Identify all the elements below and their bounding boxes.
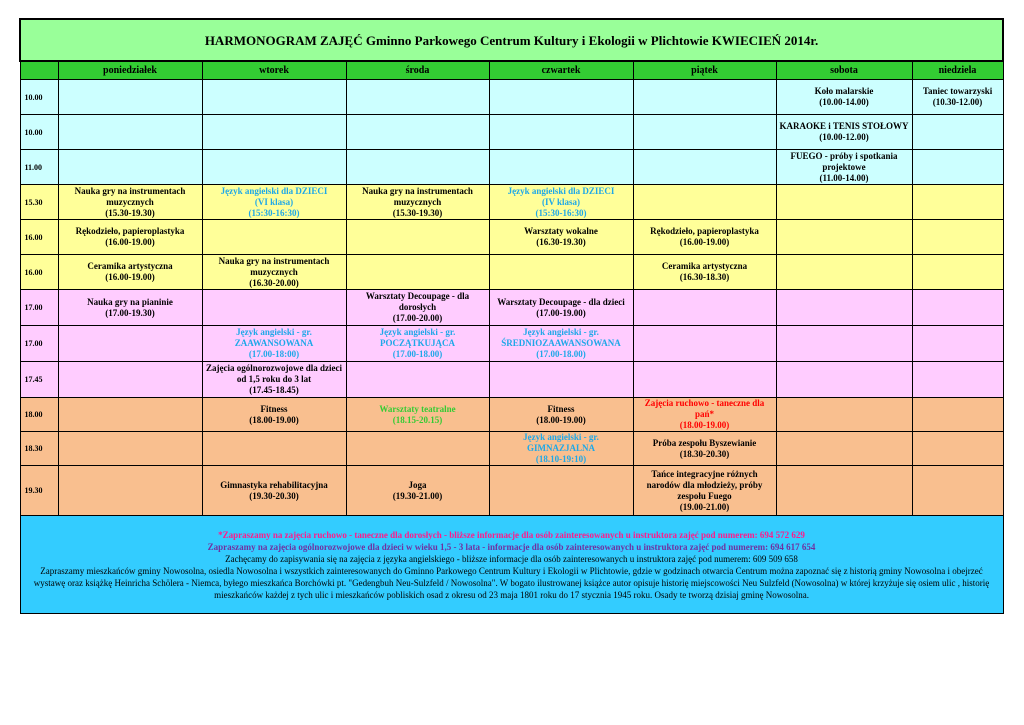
table-row	[20, 362, 1003, 398]
activity-cell: Rękodzieło, papieroplastyka (16.00-19.00)	[633, 220, 776, 255]
cell	[912, 150, 1003, 185]
activity-cell: Język angielski - gr. GIMNAZJALNA (18.10-19:10)	[489, 432, 633, 466]
activity-cell: Koło malarskie (10.00-14.00)	[776, 80, 912, 115]
activity-cell: Nauka gry na instrumentach muzycznych (16.30-20.00)	[202, 255, 346, 290]
time-cell: 17.00	[20, 290, 58, 326]
activity-cell: Ceramika artystyczna (16.00-19.00)	[58, 255, 202, 290]
cell	[346, 362, 489, 398]
cell	[633, 290, 776, 326]
table-row	[20, 290, 1003, 326]
day-sunday: niedziela	[912, 61, 1003, 80]
time-cell: 19.30	[20, 466, 58, 516]
cell	[489, 466, 633, 516]
table-row	[20, 150, 1003, 185]
time-cell: 18.30	[20, 432, 58, 466]
cell	[776, 362, 912, 398]
cell	[633, 115, 776, 150]
cell	[489, 80, 633, 115]
cell	[58, 362, 202, 398]
cell	[633, 150, 776, 185]
cell	[202, 150, 346, 185]
activity-cell: Tańce integracyjne różnych narodów dla młodzieży, próby zespołu Fuego (19.00-21.00)	[633, 466, 776, 516]
table-row	[20, 326, 1003, 362]
schedule-table	[19, 18, 1004, 614]
table-row	[20, 398, 1003, 432]
day-tuesday: wtorek	[202, 61, 346, 80]
table-row	[20, 185, 1003, 220]
activity-cell: KARAOKE i TENIS STOŁOWY (10.00-12.00)	[776, 115, 912, 150]
activity-cell: Zajęcia ogólnorozwojowe dla dzieci od 1,5 roku do 3 lat (17.45-18.45)	[202, 362, 346, 398]
activity-cell: Gimnastyka rehabilitacyjna (19.30-20.30)	[202, 466, 346, 516]
activity-cell: Warsztaty Decoupage - dla dzieci (17.00-19.00)	[489, 290, 633, 326]
time-cell: 10.00	[20, 115, 58, 150]
activity-cell: Język angielski - gr. POCZĄTKUJĄCA (17.00-18.00)	[346, 326, 489, 362]
day-saturday: sobota	[776, 61, 912, 80]
day-thursday: czwartek	[489, 61, 633, 80]
time-cell: 17.45	[20, 362, 58, 398]
cell	[58, 80, 202, 115]
activity-cell: Język angielski - gr. ŚREDNIOZAAWANSOWANA (17.00-18.00)	[489, 326, 633, 362]
cell	[776, 185, 912, 220]
cell	[346, 80, 489, 115]
time-cell: 16.00	[20, 220, 58, 255]
time-header	[20, 61, 58, 80]
cell	[912, 326, 1003, 362]
footer-line-dance-info: *Zapraszamy na zajęcia ruchowo - taneczne dla dorosłych - bliższe informacje dla osób zainteresowanych u instruktora zajęć pod numerem: 694 572 629	[218, 529, 805, 540]
cell	[912, 185, 1003, 220]
activity-cell: Warsztaty teatralne (18.15-20.15)	[346, 398, 489, 432]
cell	[346, 115, 489, 150]
footer-line-history-info: Zapraszamy mieszkańców gminy Nowosolna, osiedla Nowosolna i wszystkich zainteresowanych do Gminno Parkowego Centrum Kultury i Ekologii w Plichtowie, gdzie w godzinach otwarcia Centrum można zapoznać się z historią gminy Nowosolna i obejrzeć wystawę oraz książkę Heinricha Schölera - Niemca, byłego mieszkańca Borchówki pt. "Gedengbuh Neu-Sulzfeld / Nowosolna". W bogato ilustrowanej książce autor opisuje historię miejscowości Neu Sulzfeld (Nowosolna) w której krzyżuje się osiem ulic , historię mieszkańców każdej z tych ulic i mieszkańców pobliskich osad z okresu od 23 maja 1801 roku do 17 stycznia 1945 roku. Osady te tworzą dzisiaj gminę Nowosolna.	[33, 565, 990, 600]
cell	[346, 432, 489, 466]
cell	[489, 362, 633, 398]
activity-cell: Nauka gry na pianinie (17.00-19.30)	[58, 290, 202, 326]
cell	[346, 150, 489, 185]
day-monday: poniedziałek	[58, 61, 202, 80]
cell	[912, 432, 1003, 466]
cell	[776, 290, 912, 326]
activity-cell: Język angielski dla DZIECI (IV klasa) (15:30-16:30)	[489, 185, 633, 220]
table-row	[20, 432, 1003, 466]
cell	[489, 255, 633, 290]
cell	[58, 326, 202, 362]
cell	[776, 432, 912, 466]
footer-line-english-info: Zachęcamy do zapisywania się na zajęcia z języka angielskiego - bliższe informacje dla osób zainteresowanych u instruktora zajęć pod numerem: 609 509 658	[225, 553, 798, 564]
cell	[633, 326, 776, 362]
page-title: HARMONOGRAM ZAJĘĆ Gminno Parkowego Centrum Kultury i Ekologii w Plichtowie KWIECIEŃ 2014r.	[20, 19, 1003, 61]
cell	[912, 115, 1003, 150]
cell	[58, 398, 202, 432]
cell	[776, 466, 912, 516]
table-row	[20, 80, 1003, 115]
cell	[776, 398, 912, 432]
cell	[912, 290, 1003, 326]
activity-cell: Fitness (18.00-19.00)	[489, 398, 633, 432]
activity-cell: Warsztaty Decoupage - dla dorosłych (17.00-20.00)	[346, 290, 489, 326]
cell	[202, 115, 346, 150]
activity-cell: Nauka gry na instrumentach muzycznych (15.30-19.30)	[58, 185, 202, 220]
cell	[776, 220, 912, 255]
cell	[58, 150, 202, 185]
cell	[58, 115, 202, 150]
activity-cell: Język angielski dla DZIECI (VI klasa) (15:30-16:30)	[202, 185, 346, 220]
cell	[202, 432, 346, 466]
cell	[202, 290, 346, 326]
cell	[489, 115, 633, 150]
cell	[776, 326, 912, 362]
cell	[202, 80, 346, 115]
cell	[912, 255, 1003, 290]
cell	[58, 432, 202, 466]
activity-cell: Rękodzieło, papieroplastyka (16.00-19.00)	[58, 220, 202, 255]
table-row	[20, 115, 1003, 150]
activity-cell: Próba zespołu Byszewianie (18.30-20.30)	[633, 432, 776, 466]
cell	[633, 80, 776, 115]
footer-line-kids-info: Zapraszamy na zajęcia ogólnorozwojowe dla dzieci w wieku 1,5 - 3 lata - informacje dla osób zainteresowanych u instruktora zajęć pod numerem: 694 617 654	[207, 541, 816, 552]
day-friday: piątek	[633, 61, 776, 80]
day-wednesday: środa	[346, 61, 489, 80]
activity-cell: Taniec towarzyski (10.30-12.00)	[912, 80, 1003, 115]
time-cell: 11.00	[20, 150, 58, 185]
footer-notes	[20, 516, 1003, 614]
activity-cell: Joga (19.30-21.00)	[346, 466, 489, 516]
activity-cell: FUEGO - próby i spotkania projektowe (11.00-14.00)	[776, 150, 912, 185]
activity-cell: Warsztaty wokalne (16.30-19.30)	[489, 220, 633, 255]
table-row	[20, 255, 1003, 290]
cell	[346, 255, 489, 290]
activity-cell: Ceramika artystyczna (16.30-18.30)	[633, 255, 776, 290]
cell	[58, 466, 202, 516]
time-cell: 17.00	[20, 326, 58, 362]
activity-cell: Fitness (18.00-19.00)	[202, 398, 346, 432]
cell	[633, 185, 776, 220]
cell	[633, 362, 776, 398]
footer-row	[20, 516, 1003, 614]
cell	[489, 150, 633, 185]
cell	[202, 220, 346, 255]
cell	[912, 398, 1003, 432]
table-row	[20, 220, 1003, 255]
time-cell: 10.00	[20, 80, 58, 115]
activity-cell: Nauka gry na instrumentach muzycznych (15.30-19.30)	[346, 185, 489, 220]
activity-cell: Język angielski - gr. ZAAWANSOWANA (17.00-18:00)	[202, 326, 346, 362]
time-cell: 16.00	[20, 255, 58, 290]
cell	[912, 220, 1003, 255]
table-row	[20, 466, 1003, 516]
time-cell: 18.00	[20, 398, 58, 432]
activity-cell: Zajęcia ruchowo - taneczne dla pań* (18.00-19.00)	[633, 398, 776, 432]
cell	[346, 220, 489, 255]
cell	[912, 362, 1003, 398]
time-cell: 15.30	[20, 185, 58, 220]
cell	[776, 255, 912, 290]
cell	[912, 466, 1003, 516]
